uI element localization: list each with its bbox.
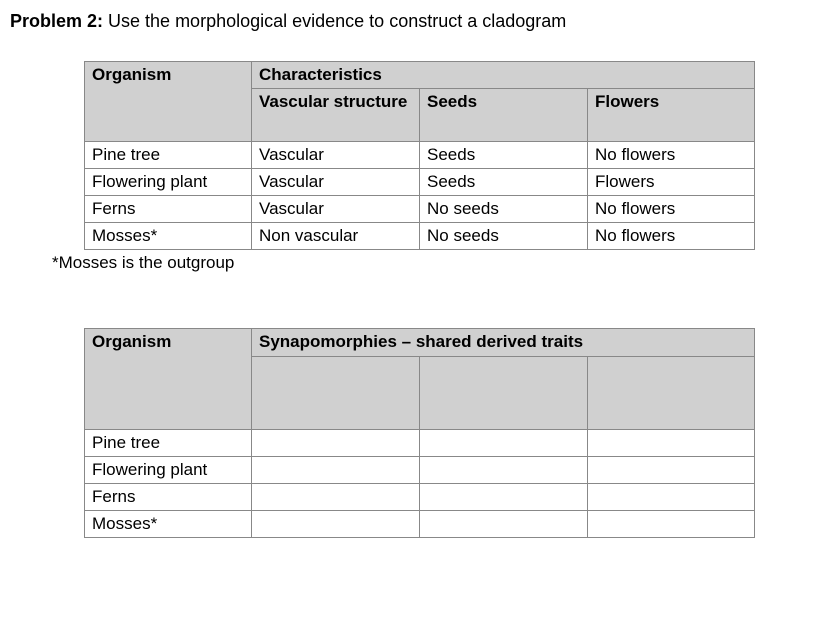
table-row bbox=[85, 430, 755, 457]
cell: Vascular bbox=[252, 169, 420, 196]
characteristics-header: Characteristics bbox=[252, 62, 755, 89]
table-row bbox=[85, 142, 755, 169]
column-header: Flowers bbox=[588, 89, 755, 142]
cell: Ferns bbox=[85, 196, 252, 223]
cell: No seeds bbox=[420, 196, 588, 223]
blank-cell[interactable] bbox=[252, 484, 420, 511]
cell: No flowers bbox=[588, 196, 755, 223]
outgroup-note: *Mosses is the outgroup bbox=[52, 253, 235, 272]
characteristics-table bbox=[84, 61, 755, 250]
table-row bbox=[85, 223, 755, 250]
cell: Mosses* bbox=[85, 511, 252, 538]
problem-label: Problem 2: bbox=[10, 11, 104, 31]
cell: Pine tree bbox=[85, 142, 252, 169]
cell: Seeds bbox=[420, 169, 588, 196]
blank-cell[interactable] bbox=[588, 457, 755, 484]
blank-cell[interactable] bbox=[420, 457, 588, 484]
table-row bbox=[85, 457, 755, 484]
cell: No flowers bbox=[588, 223, 755, 250]
blank-cell[interactable] bbox=[588, 430, 755, 457]
cell: Non vascular bbox=[252, 223, 420, 250]
cell: Pine tree bbox=[85, 430, 252, 457]
table-row bbox=[85, 511, 755, 538]
cell: Flowers bbox=[588, 169, 755, 196]
blank-cell[interactable] bbox=[420, 430, 588, 457]
problem-title bbox=[10, 11, 566, 32]
blank-trait-header[interactable] bbox=[420, 357, 588, 430]
organism-header: Organism bbox=[85, 62, 252, 142]
blank-cell[interactable] bbox=[252, 430, 420, 457]
blank-cell[interactable] bbox=[420, 511, 588, 538]
column-header: Seeds bbox=[420, 89, 588, 142]
blank-cell[interactable] bbox=[588, 484, 755, 511]
cell: Vascular bbox=[252, 142, 420, 169]
cell: Mosses* bbox=[85, 223, 252, 250]
blank-cell[interactable] bbox=[252, 511, 420, 538]
table-row bbox=[85, 484, 755, 511]
cell: No seeds bbox=[420, 223, 588, 250]
problem-text: Use the morphological evidence to construct a cladogram bbox=[103, 11, 567, 31]
blank-trait-header[interactable] bbox=[252, 357, 420, 430]
blank-cell[interactable] bbox=[420, 484, 588, 511]
organism-header: Organism bbox=[85, 329, 252, 430]
cell: Vascular bbox=[252, 196, 420, 223]
column-header: Vascular structure bbox=[252, 89, 420, 142]
blank-trait-header[interactable] bbox=[588, 357, 755, 430]
table-row bbox=[85, 196, 755, 223]
cell: Ferns bbox=[85, 484, 252, 511]
cell: Flowering plant bbox=[85, 457, 252, 484]
blank-cell[interactable] bbox=[588, 511, 755, 538]
synapomorphies-header: Synapomorphies – shared derived traits bbox=[252, 329, 755, 357]
cell: Seeds bbox=[420, 142, 588, 169]
cell: No flowers bbox=[588, 142, 755, 169]
blank-cell[interactable] bbox=[252, 457, 420, 484]
cell: Flowering plant bbox=[85, 169, 252, 196]
table-row bbox=[85, 169, 755, 196]
synapomorphies-table bbox=[84, 328, 755, 538]
